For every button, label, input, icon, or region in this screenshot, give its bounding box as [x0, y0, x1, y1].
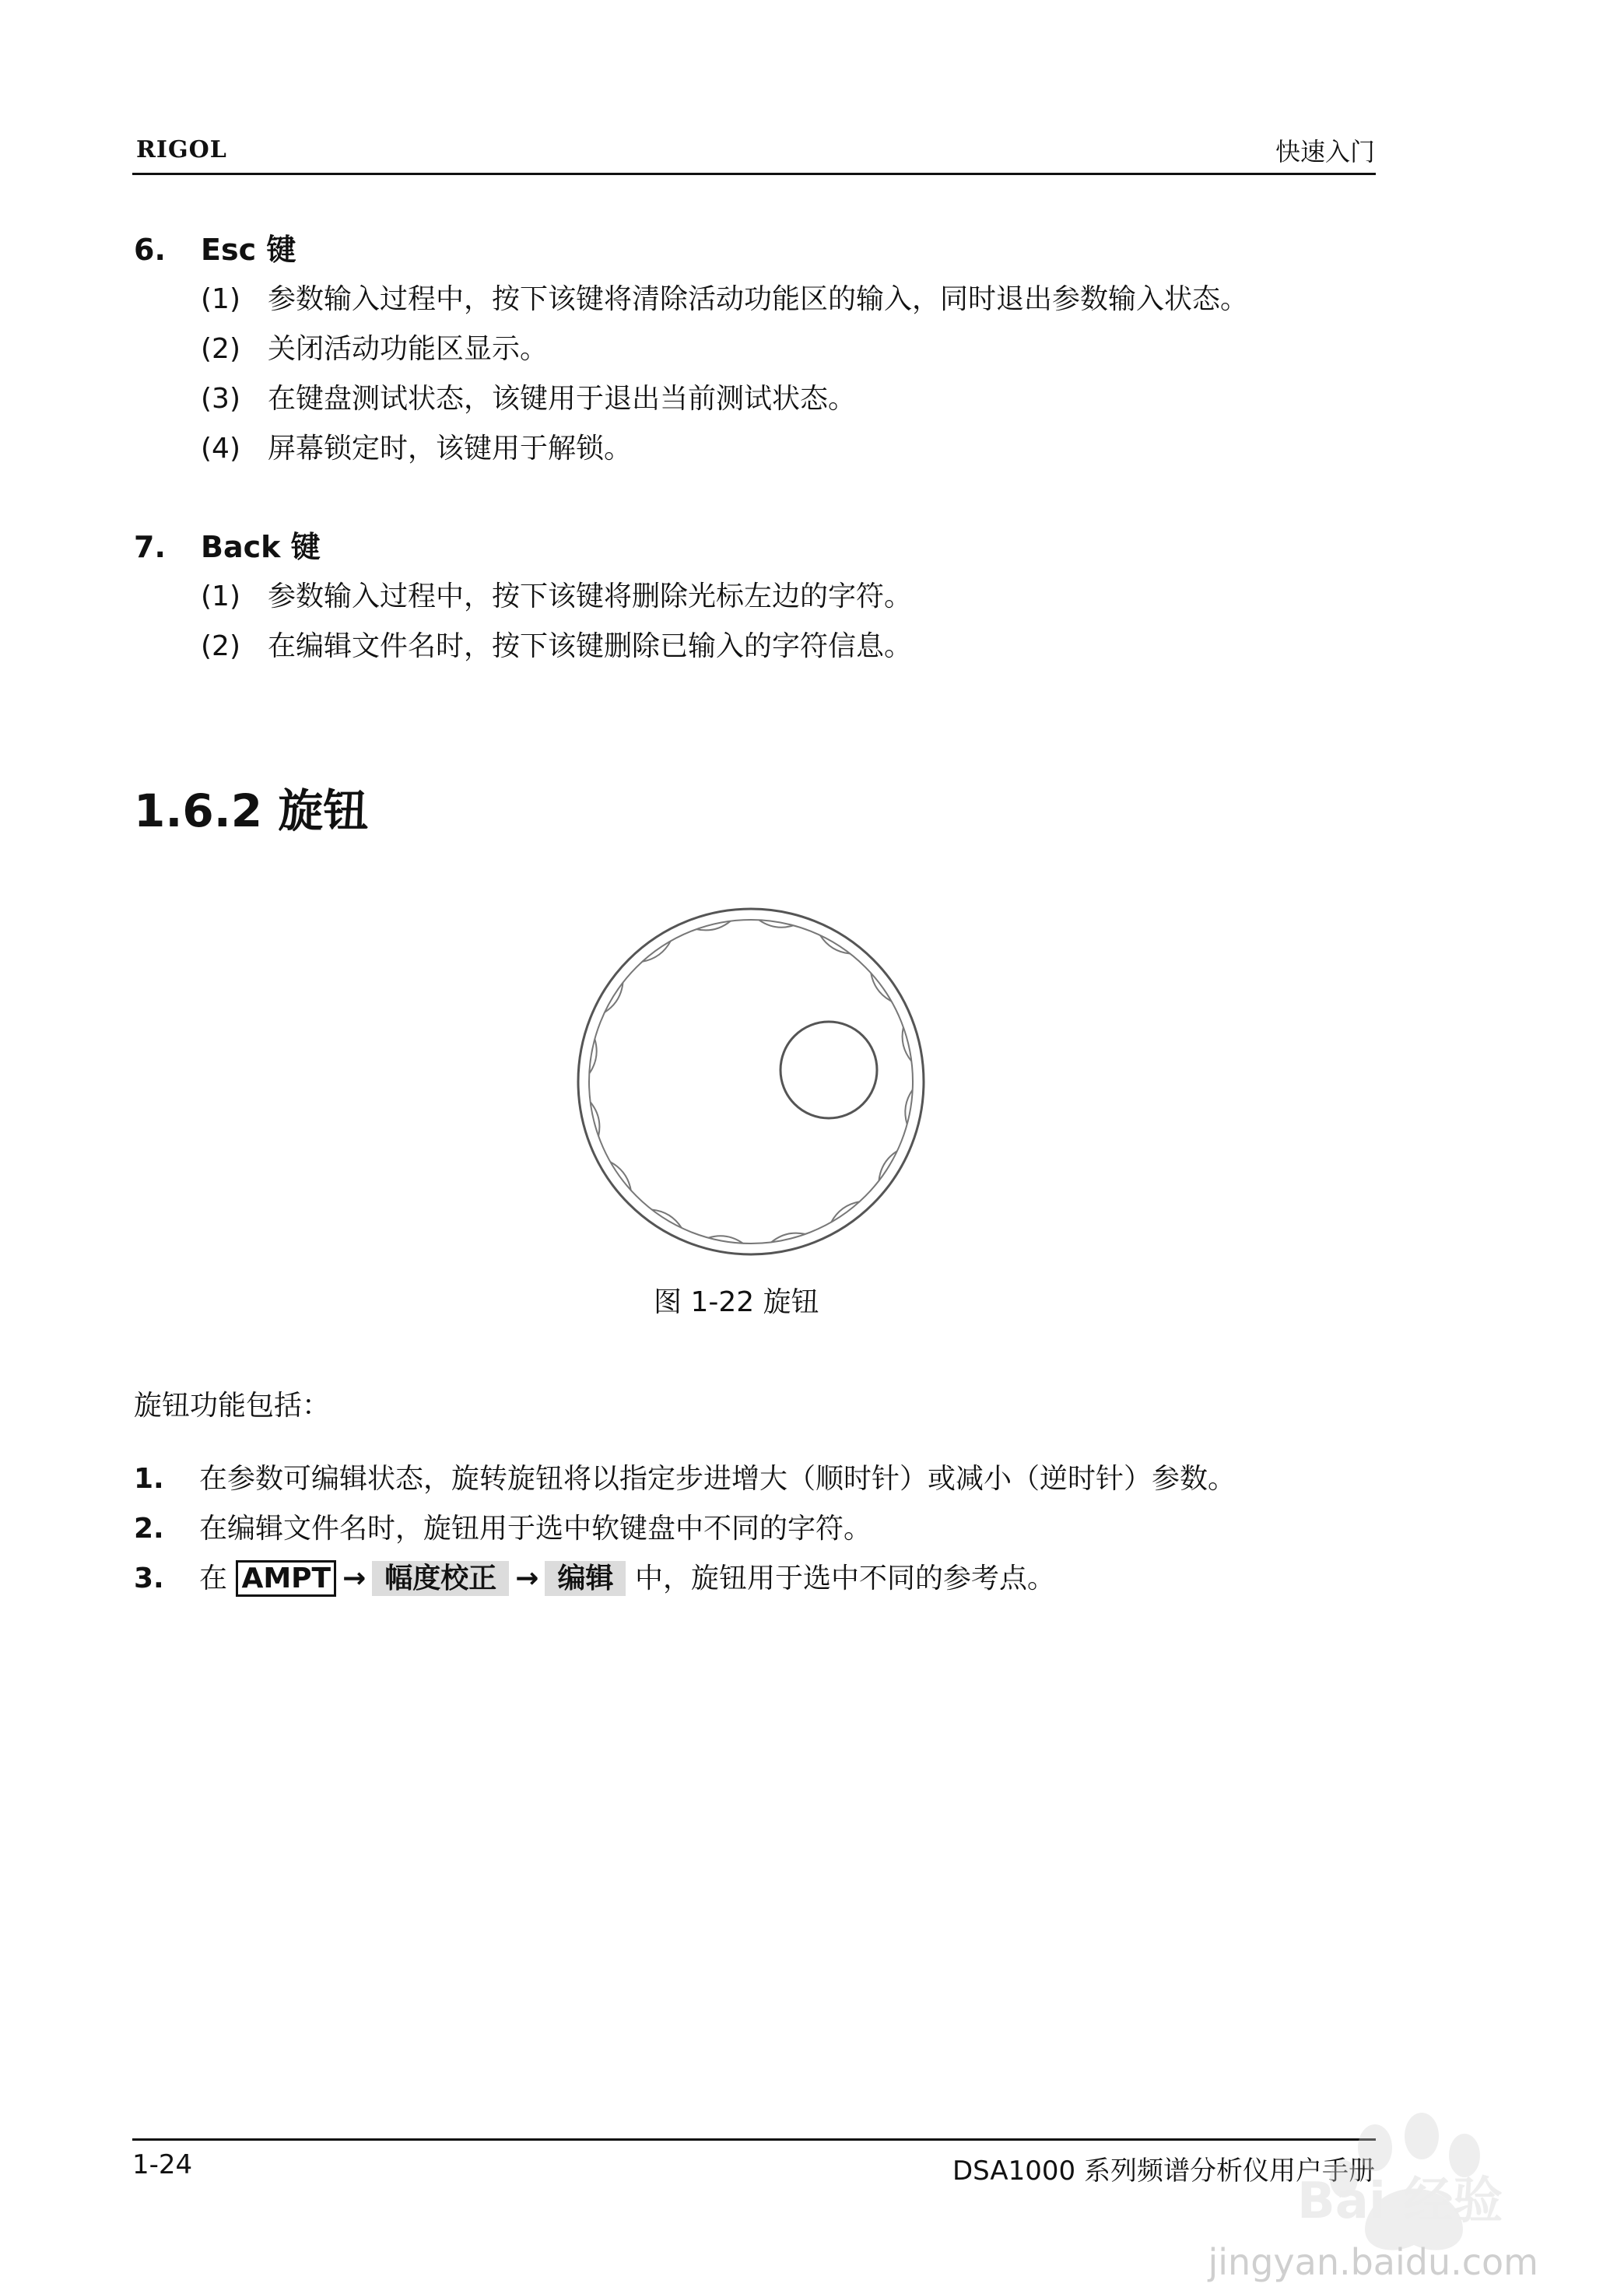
list-item — [201, 377, 856, 416]
watermark-text: Bai 经验 — [1297, 2173, 1503, 2230]
item-index: (2) — [201, 333, 240, 365]
list-item — [134, 1507, 872, 1546]
header-rule — [132, 173, 1376, 175]
item-text: 屏幕锁定时，该键用于解锁。 — [268, 433, 633, 465]
softkey-amplitude-correction: 幅度校正 — [372, 1561, 509, 1596]
arrow-right-icon: → — [342, 1563, 367, 1594]
list-item — [201, 574, 912, 614]
watermark-url: jingyan.baidu.com — [1208, 2241, 1538, 2283]
section-title-text: Back 键 — [201, 530, 321, 564]
item-index: (3) — [201, 383, 240, 415]
list-item — [201, 624, 912, 664]
item-index: (1) — [201, 581, 240, 612]
list-number: 3. — [134, 1563, 164, 1594]
page-heading: 1.6.2 旋钮 — [134, 784, 369, 837]
list-item — [201, 327, 548, 367]
list-item — [201, 426, 632, 466]
intro-text: 旋钮功能包括： — [134, 1390, 331, 1422]
list-item — [201, 277, 1248, 317]
section-number: 7. — [134, 530, 166, 564]
item-index: (4) — [201, 433, 240, 465]
list-text: 在编辑文件名时，旋钮用于选中软键盘中不同的字符。 — [199, 1513, 872, 1545]
item-text: 参数输入过程中，按下该键将清除活动功能区的输入，同时退出参数输入状态。 — [268, 283, 1249, 315]
list-prefix: 在 — [199, 1563, 228, 1594]
list-item — [134, 1556, 1055, 1596]
item-text: 参数输入过程中，按下该键将删除光标左边的字符。 — [268, 581, 913, 612]
softkey-edit: 编辑 — [545, 1561, 626, 1596]
item-index: (1) — [201, 283, 240, 315]
list-number: 1. — [134, 1463, 164, 1495]
item-text: 关闭活动功能区显示。 — [268, 333, 549, 365]
item-index: (2) — [201, 630, 240, 662]
section-name: 快速入门 — [1275, 137, 1375, 167]
section-title-text: Esc 键 — [201, 233, 296, 267]
section-title-esc — [134, 226, 296, 268]
list-text: 在参数可编辑状态，旋转旋钮将以指定步进增大（顺时针）或减小（逆时针）参数。 — [199, 1463, 1236, 1495]
list-item — [134, 1457, 1236, 1496]
item-text: 在键盘测试状态，该键用于退出当前测试状态。 — [268, 383, 857, 415]
section-number: 6. — [134, 233, 166, 267]
document-title: DSA1000 系列频谱分析仪用户手册 — [952, 2155, 1375, 2187]
brand-logo-text: RIGOL — [136, 136, 227, 163]
knob-illustration — [572, 903, 930, 1261]
footer-rule — [132, 2138, 1376, 2141]
figure-caption: 图 1-22 旋钮 — [654, 1286, 819, 1318]
ampt-key: AMPT — [236, 1560, 336, 1597]
list-suffix: 中，旋钮用于选中不同的参考点。 — [634, 1563, 1055, 1594]
arrow-right-icon: → — [515, 1563, 539, 1594]
page-number: 1-24 — [132, 2149, 193, 2180]
list-number: 2. — [134, 1513, 164, 1545]
section-title-back — [134, 523, 321, 566]
item-text: 在编辑文件名时，按下该键删除已输入的字符信息。 — [268, 630, 913, 662]
